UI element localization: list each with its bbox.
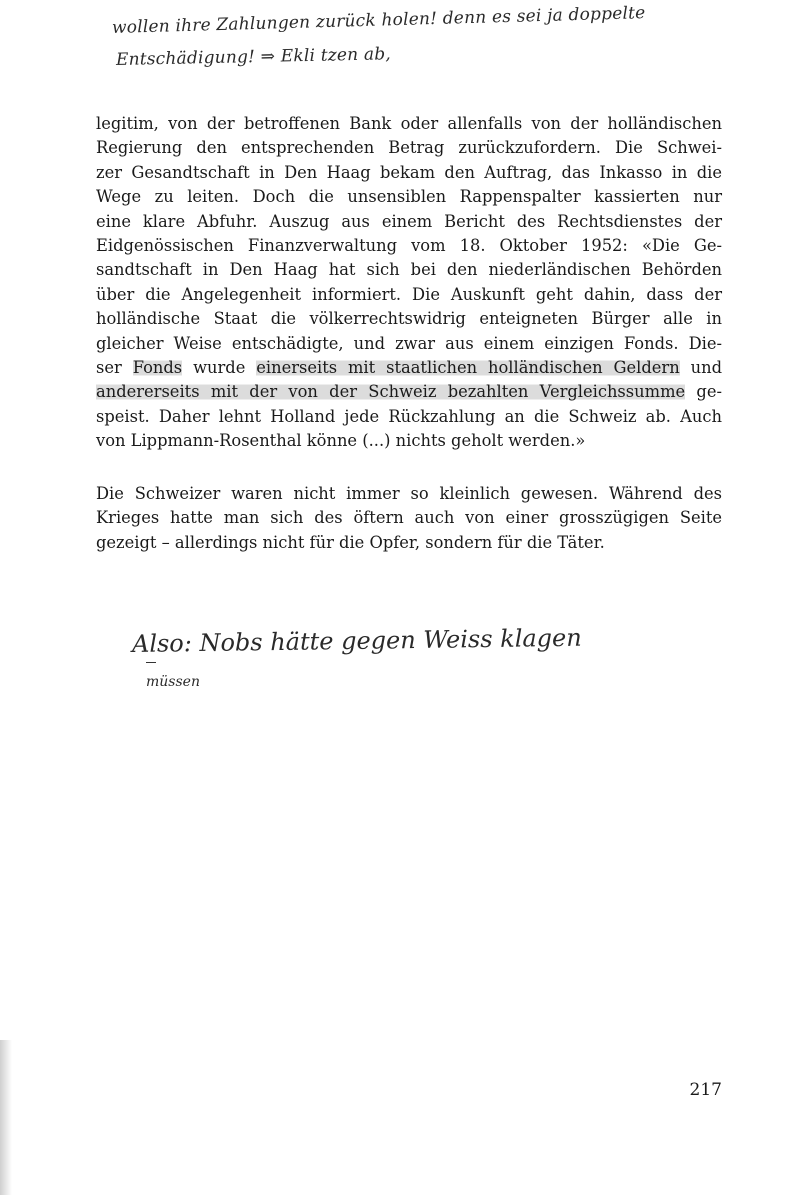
paragraph-1-line: Wege zu leiten. Doch die unsensiblen Rappenspalter kassierten nur: [96, 187, 722, 207]
handwritten-note-bottom-line-2: müssen: [146, 674, 200, 690]
paragraph-1-line: über die Angelegenheit informiert. Die Auskunft geht dahin, dass der: [96, 284, 722, 304]
handwritten-note-bottom-line-1: Also: Nobs hätte gegen Weiss klagen: [131, 623, 582, 658]
paragraph-1-line: Regierung den entsprechenden Betrag zurückzufordern. Die Schwei-: [96, 138, 722, 158]
paragraph-2-line: gezeigt – allerdings nicht für die Opfer, sondern für die Täter.: [96, 532, 605, 552]
page-edge-shadow: [0, 1040, 12, 1195]
paragraph-1-line: von Lippmann-Rosenthal könne (...) nichts geholt werden.»: [96, 431, 586, 451]
text-run: und: [679, 358, 722, 378]
paragraph-1-line: legitim, von der betroffenen Bank oder allenfalls von der holländischen: [96, 114, 722, 133]
paragraph-1-line: Eidgenössischen Finanzverwaltung vom 18. Oktober 1952: «Die Ge-: [96, 236, 722, 256]
paragraph-1-line: gleicher Weise entschädigte, und zwar aus einem einzigen Fonds. Die-: [96, 333, 722, 353]
paragraph-1-line: holländische Staat die völkerrechtswidrig enteigneten Bürger alle in: [96, 309, 722, 329]
text-run: ge-: [685, 382, 722, 402]
paragraph-1: [96, 112, 722, 454]
text-run: wurde: [182, 358, 257, 378]
paragraph-2-line: Die Schweizer waren nicht immer so kleinlich gewesen. Während des: [96, 484, 722, 503]
paragraph-2: [96, 482, 722, 555]
paragraph-1-line-highlighted: [96, 356, 722, 380]
paragraph-1-line: sandtschaft in Den Haag hat sich bei den niederländischen Behörden: [96, 260, 722, 280]
handwritten-note-top-line-2: Entschädigung! ⇒ Ekli tzen ab,: [115, 44, 392, 70]
page-number: 217: [689, 1080, 722, 1100]
paragraph-2-line: Krieges hatte man sich des öftern auch von einer grosszügigen Seite: [96, 508, 722, 528]
highlighted-text: andererseits mit der von der Schweiz bezahlten Vergleichssumme: [96, 382, 686, 402]
paragraph-1-line-highlighted: [96, 380, 722, 404]
paragraph-1-line: speist. Daher lehnt Holland jede Rückzahlung an die Schweiz ab. Auch: [96, 406, 722, 426]
paragraph-1-line: eine klare Abfuhr. Auszug aus einem Bericht des Rechtsdienstes der: [96, 211, 722, 231]
highlighted-text: Fonds: [132, 358, 183, 378]
handwritten-note-top-line-1: wollen ihre Zahlungen zurück holen! denn es sei ja doppelte: [111, 3, 646, 38]
paragraph-1-line: zer Gesandtschaft in Den Haag bekam den Auftrag, das Inkasso in die: [96, 162, 722, 182]
handwritten-dash: [146, 662, 156, 663]
highlighted-text: einerseits mit staatlichen holländischen Geldern: [256, 358, 680, 378]
text-run: ser: [96, 358, 133, 378]
